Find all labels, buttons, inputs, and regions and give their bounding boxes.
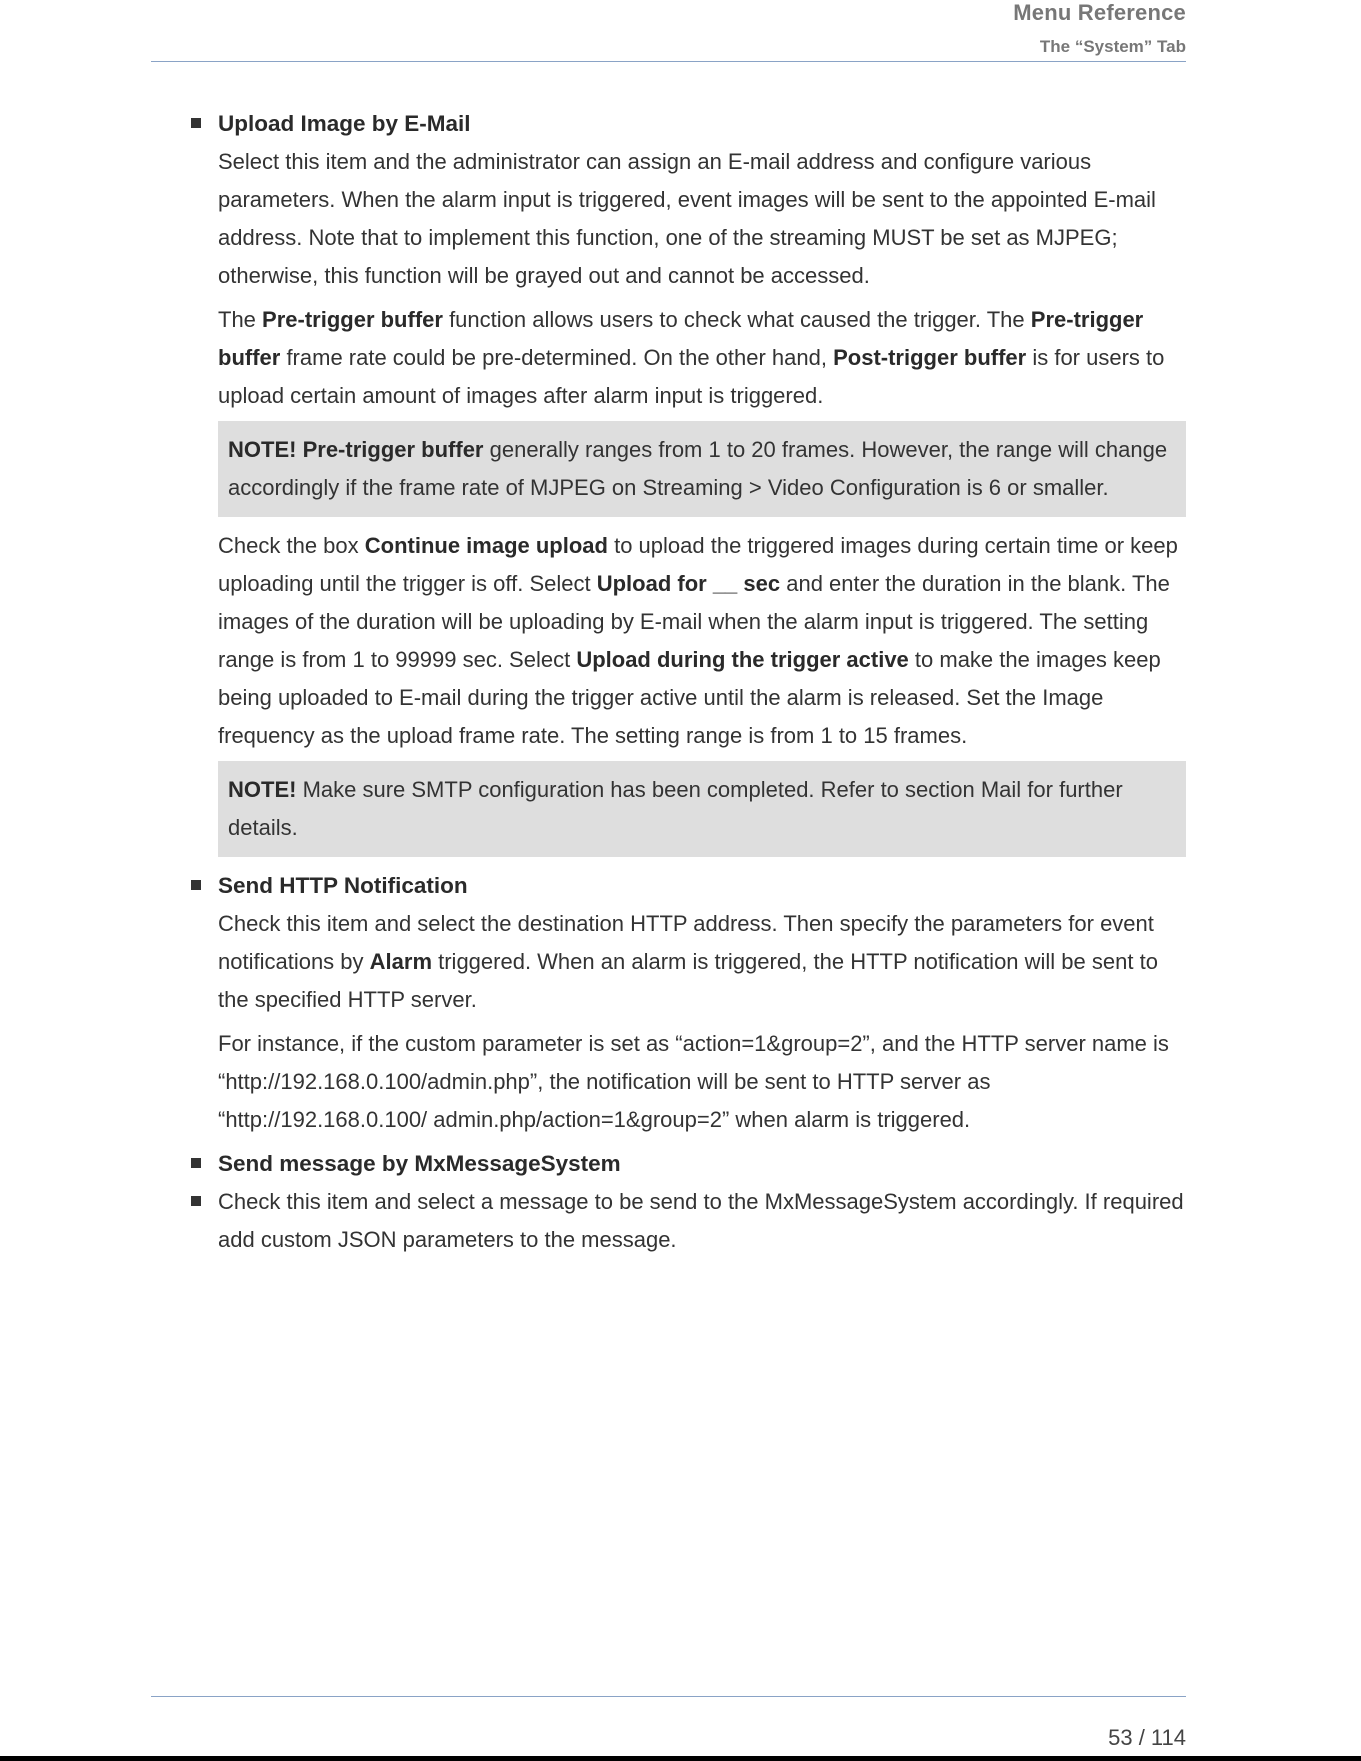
bold-term: Upload for __ sec (596, 571, 781, 596)
bullet-square-icon (191, 118, 201, 128)
bullet-square-icon (191, 1158, 201, 1168)
text-run: and enter the duration in the blank. The images of the duration will be uploading by E-mail when the alarm input is triggered. The setting range is from 1 to 99999 sec. Select (218, 571, 1170, 672)
note-label: NOTE! (228, 437, 297, 462)
heading-text: Send message by MxMessageSystem (218, 1151, 621, 1176)
text-run: The (218, 307, 263, 332)
section-heading-mx-message (186, 1145, 1186, 1183)
bullet-square-icon (191, 880, 201, 890)
bottom-edge-bar (0, 1756, 1361, 1761)
text-run: Check this item and select the destination HTTP address. Then specify the parameters for event notifications by (218, 911, 1154, 974)
text-run: function allows users to check what caused the trigger. The (442, 307, 1031, 332)
section-heading-upload-email (186, 105, 1186, 143)
page-header (151, 0, 1186, 62)
header-subtitle: The “System” Tab (1039, 37, 1186, 56)
bold-term: Alarm (369, 949, 432, 974)
note-label: NOTE! (228, 777, 297, 802)
text-run: is for users to upload certain amount of images after alarm input is triggered. (218, 345, 1165, 408)
note-text: generally ranges from 1 to 20 frames. However, the range will change accordingly if the frame rate of MJPEG on Streaming > Video Configuration is 6 or smaller. (228, 437, 1168, 500)
page-content (186, 105, 1186, 1259)
bold-term: Post-trigger buffer (833, 345, 1027, 370)
upload-email-paragraph-1: Select this item and the administrator can assign an E-mail address and configure various parameters. When the alarm input is triggered, event images will be sent to the appointed E-mail address. Note that to implement this function, one of the streaming MUST be set as MJPEG; otherwise, this function will be grayed out and cannot be accessed. (218, 149, 1156, 288)
bold-term: Continue image upload (364, 533, 608, 558)
upload-email-paragraph-3 (218, 527, 1186, 755)
http-paragraph-1 (218, 905, 1186, 1019)
http-paragraph-2: For instance, if the custom parameter is set as “action=1&group=2”, and the HTTP server name is “http://192.168.0.100/admin.php”, the notification will be sent to HTTP server as “http://192.168.0.100/ admin.php/action=1&group=2” when alarm is triggered. (218, 1031, 1169, 1132)
bullet-square-icon (191, 1196, 201, 1206)
text-run: triggered. When an alarm is triggered, the HTTP notification will be sent to the specified HTTP server. (218, 949, 1158, 1012)
heading-text: Send HTTP Notification (218, 873, 468, 898)
note-box-pre-trigger (218, 421, 1186, 517)
text-run: frame rate could be pre-determined. On the other hand, (280, 345, 834, 370)
section-heading-http-notification (186, 867, 1186, 905)
text-run: to upload the triggered images during certain time or keep uploading until the trigger is off. Select (218, 533, 1178, 596)
heading-text: Upload Image by E-Mail (218, 111, 471, 136)
header-title: Menu Reference (1013, 0, 1186, 25)
text-run: Check the box (218, 533, 365, 558)
bold-term: Upload during the trigger active (576, 647, 909, 672)
footer-divider (151, 1696, 1186, 1697)
upload-email-paragraph-2 (218, 301, 1186, 415)
bold-term: Pre-trigger buffer (218, 307, 1144, 370)
bold-term: Pre-trigger buffer (302, 437, 484, 462)
note-text: Make sure SMTP configuration has been completed. Refer to section Mail for further details. (228, 777, 1123, 840)
text-run: to make the images keep being uploaded to E-mail during the trigger active until the alarm is released. Set the Image frequency as the upload frame rate. The setting range is from 1 to 15 frames. (218, 647, 1161, 748)
page-number: 53 / 114 (1108, 1725, 1186, 1750)
bold-term: Pre-trigger buffer (262, 307, 443, 332)
paragraph-text: Check this item and select a message to be send to the MxMessageSystem accordingly. If required add custom JSON parameters to the message. (218, 1189, 1184, 1252)
mx-message-paragraph (186, 1183, 1186, 1259)
note-box-smtp (218, 761, 1186, 857)
